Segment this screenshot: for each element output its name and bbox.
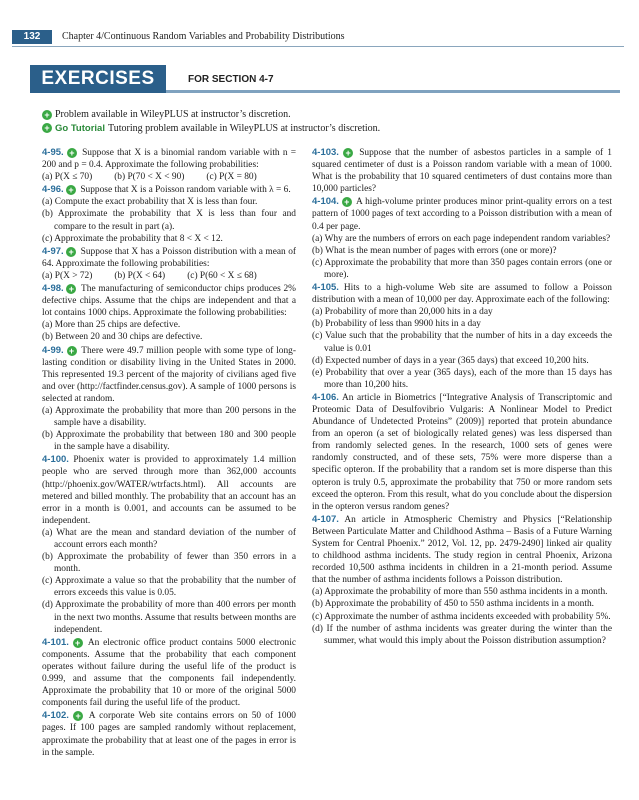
- part-b: (b) P(X < 64): [114, 270, 166, 281]
- exercise-number: 4-100.: [42, 454, 69, 466]
- go-tutorial-label: Go Tutorial: [55, 122, 105, 134]
- plus-circle-icon: +: [66, 284, 76, 294]
- page-header: [0, 0, 639, 45]
- exercise-4-102: [42, 710, 296, 758]
- exercise-4-99: [42, 345, 296, 454]
- part-a: (a) P(X ≤ 70): [42, 172, 93, 183]
- exercise-number: 4-105.: [312, 282, 339, 294]
- plus-circle-icon: +: [66, 185, 76, 195]
- exercises-banner: [30, 65, 620, 93]
- exercise-number: 4-96.: [42, 184, 64, 196]
- plus-circle-icon: +: [66, 247, 76, 257]
- plus-circle-icon: +: [42, 123, 52, 133]
- exercise-text: Phoenix water is provided to approximately 1.4 million people who are served through more than 362,000 accounts (http://phoenix.gov/WATER/wtrfacts.html). All accounts are metered and billed monthly. The probability that an account has an error in a month is 0.001, and accounts can be assumed to be independent.: [42, 455, 297, 526]
- exercise-4-105: [312, 282, 612, 391]
- exercise-4-100: [42, 454, 296, 635]
- running-head: Chapter 4/Continuous Random Variables and Probability Distributions: [62, 31, 345, 42]
- part-c: (c) Value such that the probability that the number of hits in a day exceeds the value is 0.01: [312, 331, 612, 354]
- part-c: (c) Approximate the number of asthma incidents exceeded with probability 5%.: [312, 611, 611, 622]
- section-label: FOR SECTION 4-7: [188, 74, 274, 85]
- exercise-text: Suppose that X is a Poisson random variable with λ = 6.: [80, 185, 291, 196]
- exercise-4-107: [312, 514, 612, 647]
- part-a: (a) More than 25 chips are defective.: [42, 320, 181, 331]
- exercise-text: Suppose that the number of asbestos particles in a sample of 1 squared centimeter of dust is a Poisson random variable with a mean of 1000. What is the probability that 10 squared centimeters of dust contains more than 10,000 particles?: [312, 148, 612, 195]
- right-column: [312, 147, 612, 648]
- exercise-4-106: [312, 392, 612, 513]
- part-c: (c) P(X = 80): [206, 172, 257, 183]
- exercise-4-97: [42, 246, 296, 282]
- plus-circle-icon: +: [73, 638, 83, 648]
- part-b: (b) Approximate the probability of 450 to 550 asthma incidents in a month.: [312, 599, 594, 610]
- page-number: 132: [12, 30, 52, 44]
- part-a: (a) What are the mean and standard deviation of the number of account errors each month?: [42, 527, 296, 550]
- part-b: (b) Probability of less than 9900 hits in a day: [312, 319, 481, 330]
- part-e: (e) Probability that over a year (365 days), each of the more than 15 days has more than 10,200 hits.: [312, 367, 612, 390]
- exercise-number: 4-106.: [312, 391, 339, 403]
- part-a: (a) Probability of more than 20,000 hits in a day: [312, 307, 493, 318]
- exercise-number: 4-95.: [42, 147, 64, 158]
- header-rule: [12, 46, 624, 47]
- exercises-title: EXERCISES: [30, 65, 166, 93]
- legend-text: Problem available in WileyPLUS at instructor’s discretion.: [55, 109, 291, 120]
- exercise-text: Suppose that X is a binomial random variable with n = 200 and p = 0.4. Approximate the following probabilities:: [42, 148, 297, 171]
- part-c: (c) Approximate the probability that 8 < X < 12.: [42, 233, 223, 244]
- part-c: (c) P(60 < X ≤ 68): [187, 270, 257, 281]
- exercise-parts: [42, 270, 296, 282]
- exercise-number: 4-101.: [42, 636, 69, 648]
- exercise-text: There were 49.7 million people with some type of long-lasting condition or disability living in the United States in 2000. This represented 19.3 percent of the majority of civilians aged five and over (http://factfinder.census.gov). A sample of 1000 persons is selected at random.: [42, 345, 296, 404]
- exercise-4-95: [42, 147, 296, 183]
- part-a: (a) Compute the exact probability that X is less than four.: [42, 197, 258, 208]
- exercise-text: An article in Atmospheric Chemistry and Physics [“Relationship Between Particulate Matter and Childhood Asthma – Basis of a Future Warning System for Central Phoenix.” 2012, Vol. 12, pp. 2479-2490] linked air quality to childhood asthma incidents. The study region in central Phoenix, Arizona recorded 10,500 asthma incidents in children in a 21-month period. Assume that the number of asthma incidents follows a Poisson distribution.: [312, 514, 612, 586]
- exercise-4-104: [312, 196, 612, 281]
- exercise-number: 4-103.: [312, 147, 339, 158]
- exercise-4-96: [42, 184, 296, 244]
- exercise-number: 4-99.: [42, 344, 64, 356]
- left-column: [42, 147, 296, 760]
- part-b: (b) Between 20 and 30 chips are defective.: [42, 332, 203, 343]
- part-a: (a) P(X > 72): [42, 270, 93, 281]
- plus-circle-icon: +: [67, 346, 77, 356]
- exercise-4-98: [42, 283, 296, 343]
- exercise-4-101: [42, 637, 296, 710]
- exercise-number: 4-97.: [42, 245, 64, 257]
- exercise-text: The manufacturing of semiconductor chips produces 2% defective chips. Assume that the chips are independent and that a lot contains 1000 chips. Approximate the following probabilities:: [42, 284, 296, 319]
- part-b: (b) What is the mean number of pages with errors (one or more)?: [312, 245, 557, 256]
- part-d: (d) Approximate the probability of more than 400 errors per month in the next two months. Assume that results between months are independent.: [42, 600, 296, 635]
- plus-circle-icon: +: [67, 148, 77, 158]
- exercise-number: 4-102.: [42, 710, 69, 722]
- plus-circle-icon: +: [42, 110, 52, 120]
- part-d: (d) If the number of asthma incidents was greater during the winter than the summer, what would this imply about the Poisson distribution assumption?: [312, 623, 612, 646]
- plus-circle-icon: +: [73, 711, 83, 721]
- exercise-text: An electronic office product contains 5000 electronic components. Assume that the probability that each component operates without failure during the useful life of the product is 0.999, and assume that the components fail independently. Approximate the probability that 10 or more of the original 5000 components fail during the useful life of the product.: [42, 637, 297, 709]
- part-a: (a) Why are the numbers of errors on each page independent random variables?: [312, 233, 611, 244]
- part-a: (a) Approximate the probability that more than 200 persons in the sample have a disability.: [42, 405, 296, 429]
- exercise-text: Suppose that X has a Poisson distribution with a mean of 64. Approximate the following probabilities:: [42, 246, 297, 269]
- exercise-number: 4-107.: [312, 513, 339, 525]
- exercise-text: An article in Biometrics [“Integrative Analysis of Transcriptomic and Proteomic Data of Desulfovibrio Vulgaris: A Nonlinear Model to Predict Abundance of Undetected Proteins” (2009)] reported that protein abundance from an operon (a set of biologically related genes) was less dispersed than from randomly selected genes. In the research, 1000 sets of genes were randomly constructed, and of these sets, 75% were more disperse than a specific opteron. If the probability that a random set is more disperse than this opteron is truly 0.5, approximate the probability that 750 or more random sets exceed the opteron. From this result, what do you conclude about the dispersion in the opteron versus random genes?: [312, 392, 613, 512]
- legend-line-tutorial: [42, 122, 380, 136]
- exercise-text: A high-volume printer produces minor print-quality errors on a test pattern of 1000 pages of text according to a Poisson distribution with a mean of 0.4 per page.: [312, 197, 613, 232]
- part-b: (b) Approximate the probability that between 180 and 300 people in the sample have a disability.: [42, 430, 296, 453]
- exercise-number: 4-98.: [42, 283, 64, 295]
- exercise-4-103: [312, 147, 612, 195]
- legend-text: Tutoring problem available in WileyPLUS at instructor’s discretion.: [107, 122, 381, 134]
- plus-circle-icon: +: [343, 148, 353, 158]
- part-b: (b) Approximate the probability of fewer than 350 errors in a month.: [42, 552, 296, 575]
- part-c: (c) Approximate the probability that more than 350 pages contain errors (one or more).: [312, 257, 612, 280]
- exercise-text: A corporate Web site contains errors on 50 of 1000 pages. If 100 pages are sampled randomly without replacement, approximate the probability that at least one of the pages in error is in the sample.: [42, 711, 296, 758]
- exercise-number: 4-104.: [312, 196, 339, 208]
- part-b: (b) P(70 < X < 90): [114, 172, 185, 183]
- part-c: (c) Approximate a value so that the probability that the number of errors exceeds this value is 0.05.: [42, 576, 296, 599]
- part-a: (a) Approximate the probability of more than 550 asthma incidents in a month.: [312, 587, 608, 598]
- exercise-text: Hits to a high-volume Web site are assumed to follow a Poisson distribution with a mean of 10,000 per day. Approximate each of the following:: [312, 283, 612, 306]
- legend-line-wileyplus: [42, 108, 380, 122]
- exercise-parts: [42, 171, 296, 183]
- part-d: (d) Expected number of days in a year (365 days) that exceed 10,200 hits.: [312, 355, 589, 366]
- plus-circle-icon: +: [342, 197, 352, 207]
- part-b: (b) Approximate the probability that X is less than four and compare to the result in part (a).: [42, 209, 296, 232]
- legend: [42, 108, 380, 135]
